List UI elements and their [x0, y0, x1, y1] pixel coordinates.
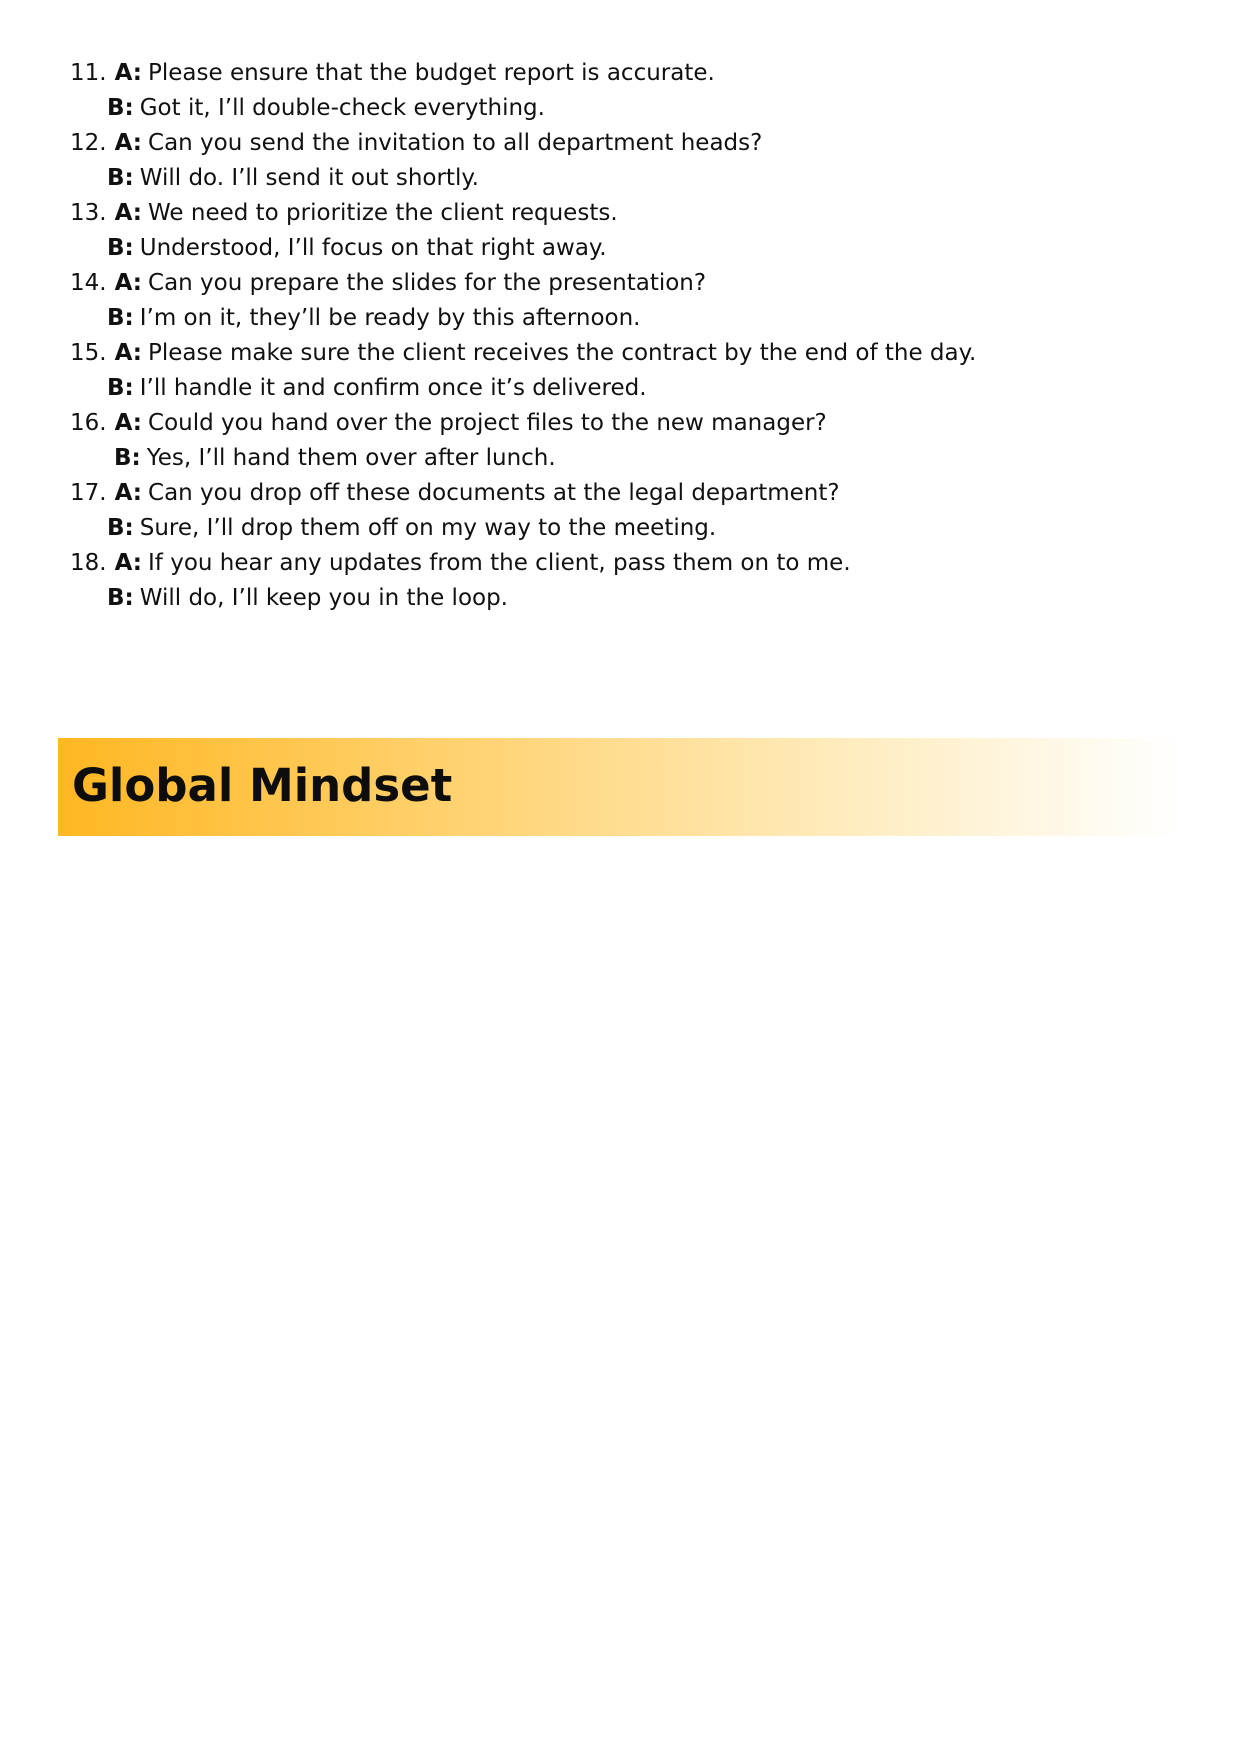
speaker-b-text: Will do, I’ll keep you in the loop. — [139, 585, 508, 611]
speaker-b-label: B: — [107, 165, 134, 191]
speaker-b-label: B: — [114, 445, 141, 471]
speaker-b-text: Sure, I’ll drop them off on my way to the meeting. — [139, 515, 717, 541]
section-title: Global Mindset — [72, 759, 453, 812]
speaker-a-label: A: — [114, 200, 143, 226]
speaker-a-text: Could you hand over the project files to the new manager? — [148, 410, 827, 436]
section-banner — [58, 738, 1178, 836]
item-number: 16. — [70, 410, 107, 436]
speaker-a-label: A: — [114, 130, 143, 156]
dialogue-item — [70, 406, 1170, 476]
speaker-b-label: B: — [107, 95, 134, 121]
speaker-a-line — [70, 196, 1170, 231]
speaker-b-text: Will do. I’ll send it out shortly. — [139, 165, 479, 191]
speaker-a-text: Please make sure the client receives the contract by the end of the day. — [148, 340, 977, 366]
speaker-b-line — [70, 301, 1170, 336]
speaker-b-label: B: — [107, 305, 134, 331]
dialogue-item — [70, 546, 1170, 616]
speaker-b-text: I’ll handle it and confirm once it’s delivered. — [139, 375, 647, 401]
speaker-a-text: We need to prioritize the client requests. — [148, 200, 618, 226]
speaker-b-text: Got it, I’ll double-check everything. — [139, 95, 545, 121]
speaker-a-text: Please ensure that the budget report is accurate. — [148, 60, 715, 86]
speaker-a-line — [70, 126, 1170, 161]
item-number: 11. — [70, 60, 107, 86]
speaker-b-line — [70, 581, 1170, 616]
speaker-a-text: Can you drop off these documents at the legal department? — [148, 480, 840, 506]
speaker-a-label: A: — [114, 340, 143, 366]
speaker-b-line — [70, 371, 1170, 406]
dialogue-item — [70, 336, 1170, 406]
speaker-a-line — [70, 266, 1170, 301]
speaker-a-line — [70, 406, 1170, 441]
speaker-a-text: Can you prepare the slides for the presentation? — [148, 270, 707, 296]
speaker-a-text: Can you send the invitation to all department heads? — [148, 130, 763, 156]
speaker-b-line — [70, 441, 1170, 476]
speaker-a-line — [70, 336, 1170, 371]
speaker-b-text: Yes, I’ll hand them over after lunch. — [146, 445, 556, 471]
speaker-a-text: If you hear any updates from the client, pass them on to me. — [148, 550, 851, 576]
speaker-b-line — [70, 511, 1170, 546]
speaker-b-label: B: — [107, 515, 134, 541]
dialogue-item — [70, 476, 1170, 546]
speaker-b-label: B: — [107, 375, 134, 401]
item-number: 18. — [70, 550, 107, 576]
dialogue-item — [70, 126, 1170, 196]
speaker-a-line — [70, 476, 1170, 511]
item-number: 14. — [70, 270, 107, 296]
speaker-b-label: B: — [107, 585, 134, 611]
speaker-a-line — [70, 56, 1170, 91]
item-number: 13. — [70, 200, 107, 226]
speaker-b-text: Understood, I’ll focus on that right away. — [139, 235, 607, 261]
speaker-b-line — [70, 91, 1170, 126]
dialogue-item — [70, 56, 1170, 126]
speaker-a-label: A: — [114, 480, 143, 506]
speaker-a-line — [70, 546, 1170, 581]
speaker-a-label: A: — [114, 410, 143, 436]
speaker-b-label: B: — [107, 235, 134, 261]
speaker-a-label: A: — [114, 550, 143, 576]
speaker-b-line — [70, 231, 1170, 266]
dialogue-item — [70, 196, 1170, 266]
speaker-a-label: A: — [114, 270, 143, 296]
item-number: 17. — [70, 480, 107, 506]
speaker-a-label: A: — [114, 60, 143, 86]
dialogue-list — [70, 56, 1170, 616]
item-number: 15. — [70, 340, 107, 366]
speaker-b-text: I’m on it, they’ll be ready by this afternoon. — [139, 305, 641, 331]
dialogue-item — [70, 266, 1170, 336]
speaker-b-line — [70, 161, 1170, 196]
item-number: 12. — [70, 130, 107, 156]
